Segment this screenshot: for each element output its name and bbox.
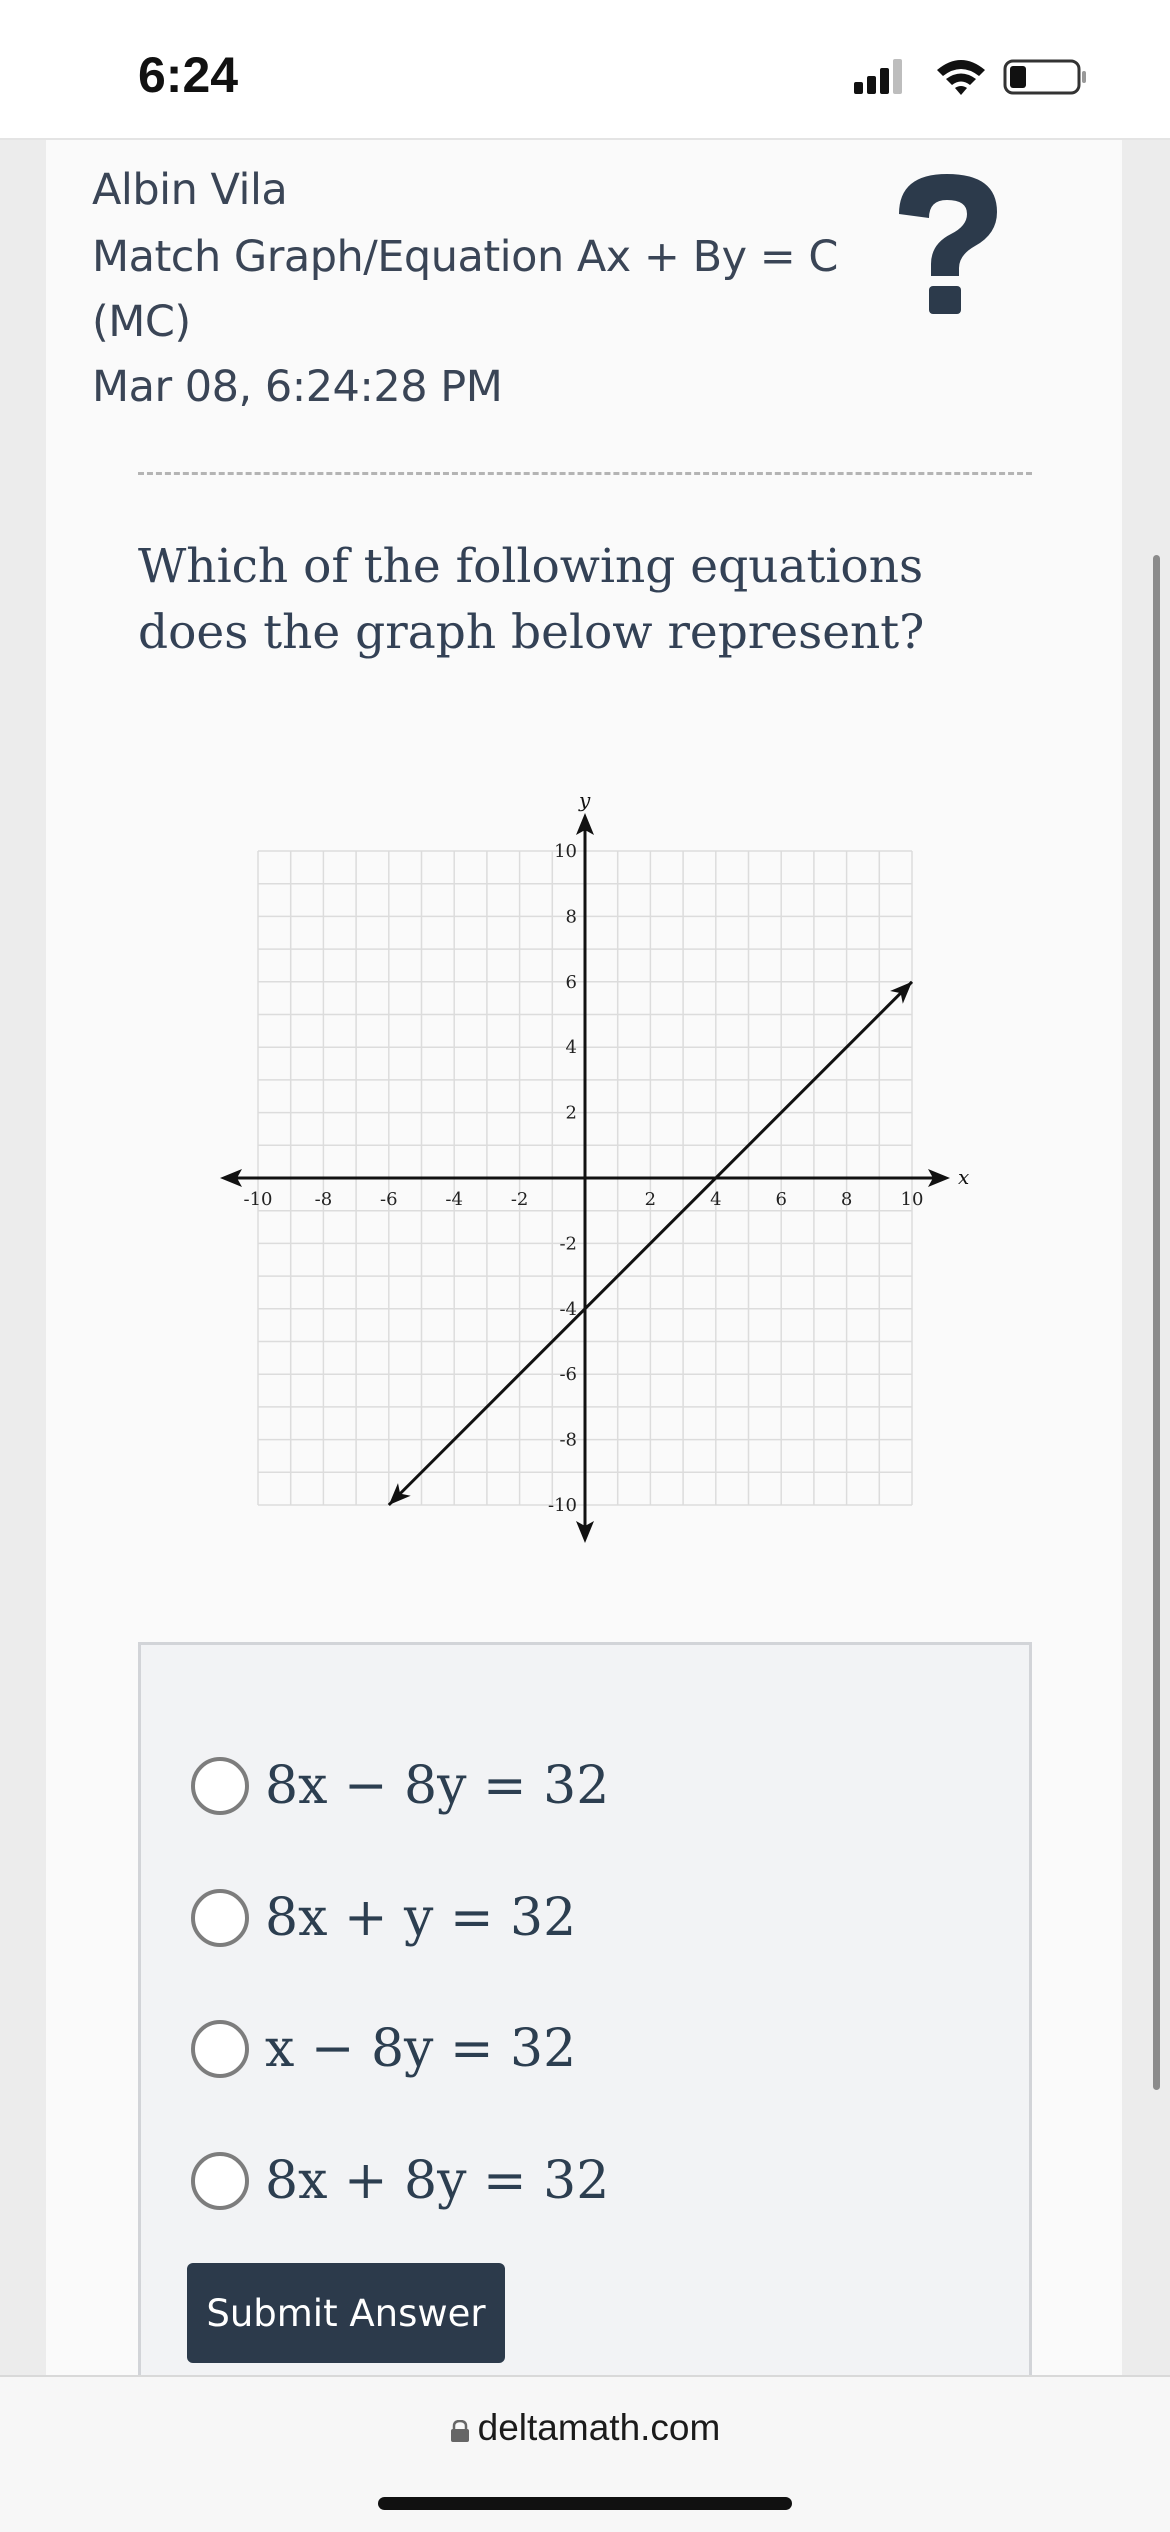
y-tick-label: -8: [559, 1429, 577, 1451]
student-name: Albin Vila: [92, 165, 288, 215]
submit-answer-button[interactable]: Submit Answer: [187, 2263, 505, 2363]
y-tick-label: -10: [548, 1495, 577, 1516]
page-gutter-left: [0, 140, 46, 2375]
x-axis-label: x: [958, 1165, 970, 1189]
wifi-icon: [937, 60, 985, 95]
home-indicator[interactable]: [378, 2497, 792, 2510]
radio-button-icon[interactable]: [191, 2020, 249, 2078]
choice-4-label: 8x + 8y = 32: [265, 2151, 610, 2211]
y-tick-label: 8: [565, 906, 577, 928]
x-tick-label: -8: [314, 1189, 333, 1210]
scrollbar[interactable]: [1153, 555, 1160, 2090]
question-mark-icon[interactable]: [885, 168, 1010, 318]
choice-2[interactable]: [191, 1883, 576, 1953]
x-tick-label: 10: [900, 1189, 924, 1210]
status-icons: [854, 56, 1094, 96]
status-time: 6:24: [138, 47, 239, 103]
url-bar[interactable]: [0, 2407, 1170, 2449]
x-tick-label: 6: [775, 1189, 787, 1210]
x-tick-label: -2: [510, 1189, 529, 1210]
choice-1-label: 8x − 8y = 32: [265, 1756, 610, 1816]
radio-button-icon[interactable]: [191, 1889, 249, 1947]
x-tick-label: -4: [445, 1189, 463, 1210]
x-tick-label: 4: [710, 1189, 722, 1210]
browser-bottom-bar: [0, 2375, 1170, 2532]
question-text: Which of the following equations does the graph below represent?: [138, 539, 925, 660]
assignment-title: Match Graph/Equation Ax + By = C: [92, 232, 838, 282]
y-tick-label: 2: [565, 1102, 577, 1124]
radio-button-icon[interactable]: [191, 2152, 249, 2210]
x-tick-label: 8: [840, 1189, 853, 1210]
x-tick-label: -6: [380, 1189, 398, 1210]
x-tick-label: 2: [644, 1189, 657, 1210]
y-tick-label: 4: [565, 1037, 577, 1059]
choice-1[interactable]: [191, 1751, 609, 1821]
y-axis-label: y: [579, 788, 591, 812]
choice-4[interactable]: [191, 2146, 609, 2216]
coordinate-graph: [210, 780, 970, 1560]
page-gutter-right: [1122, 140, 1170, 2375]
y-tick-label: 6: [565, 971, 577, 993]
choice-2-label: 8x + y = 32: [265, 1888, 577, 1948]
x-tick-label: -10: [243, 1189, 273, 1210]
assignment-type: (MC): [92, 297, 191, 347]
cellular-signal-icon: [854, 59, 902, 94]
battery-icon: [1005, 61, 1086, 93]
lock-icon: [450, 2420, 470, 2442]
choice-3-label: x − 8y = 32: [265, 2019, 577, 2079]
timestamp: Mar 08, 6:24:28 PM: [92, 362, 503, 412]
choice-3[interactable]: [191, 2014, 576, 2084]
y-tick-label: -4: [559, 1298, 577, 1320]
y-tick-label: -6: [559, 1364, 577, 1386]
status-bar: [0, 0, 1170, 140]
answer-choices-panel: [138, 1642, 1032, 2382]
divider: [138, 472, 1032, 475]
radio-button-icon[interactable]: [191, 1757, 249, 1815]
url-text: deltamath.com: [477, 2407, 721, 2448]
y-tick-label: 10: [554, 841, 577, 862]
y-tick-label: -2: [559, 1233, 577, 1255]
